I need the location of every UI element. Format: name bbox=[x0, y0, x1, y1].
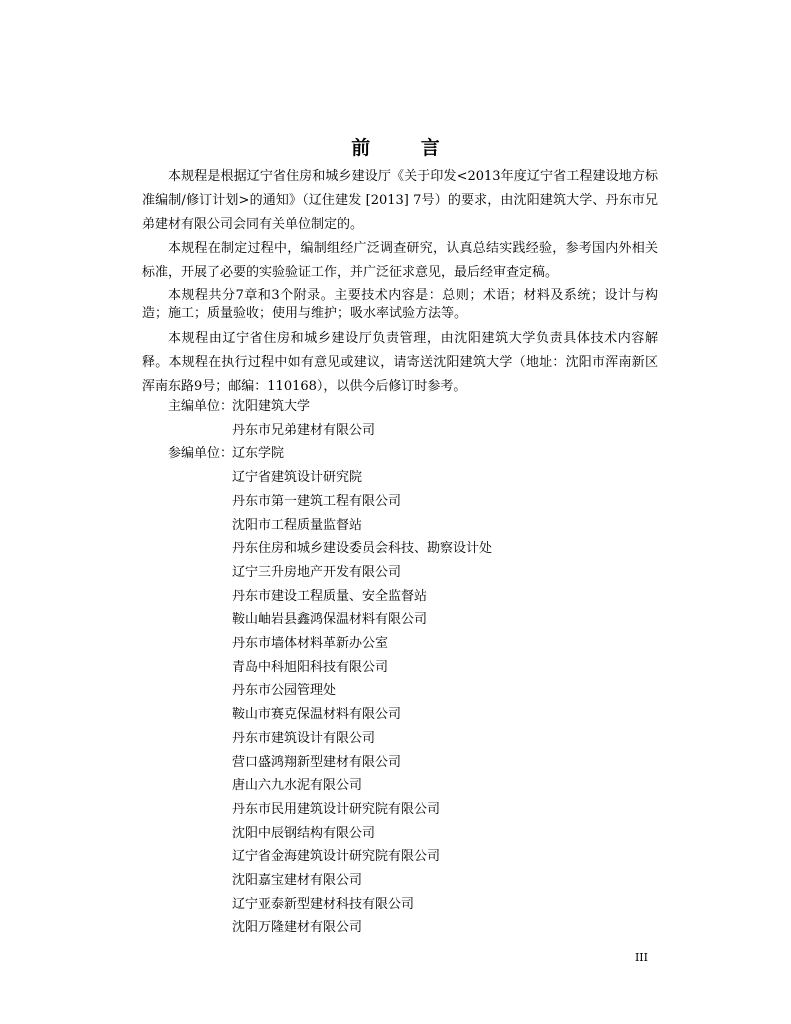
participating-unit-name: 丹东市公园管理处 bbox=[232, 683, 337, 699]
participating-unit-row bbox=[142, 774, 658, 798]
participating-unit-name: 丹东市建筑设计有限公司 bbox=[232, 730, 376, 746]
chief-units-label: 主编单位： bbox=[168, 399, 234, 414]
participating-unit-row bbox=[142, 490, 658, 514]
participating-unit-row bbox=[142, 727, 658, 751]
unit-label-spacer bbox=[142, 679, 232, 703]
unit-label-spacer bbox=[142, 585, 232, 609]
participating-unit-name: 青岛中科旭阳科技有限公司 bbox=[232, 659, 389, 675]
participating-unit-row bbox=[142, 656, 658, 680]
participating-unit-row bbox=[142, 869, 658, 893]
preface-paragraph-4: 本规程由辽宁省住房和城乡建设厅负责管理，由沈阳建筑大学负责具体技术内容解释。本规程在执行过程中如有意见或建议，请寄送沈阳建筑大学（地址：沈阳市浑南新区浑南东路9号；邮编：110168），以供今后修订时参考。 bbox=[142, 331, 658, 394]
participating-unit-row bbox=[142, 798, 658, 822]
preface-paragraph-3: 本规程共分7章和3个附录。主要技术内容是：总则；术语；材料及系统；设计与构造；施工；质量验收；使用与维护；吸水率试验方法等。 bbox=[142, 288, 658, 321]
participating-unit-row bbox=[142, 608, 658, 632]
participating-unit-name: 辽宁亚泰新型建材科技有限公司 bbox=[232, 896, 415, 912]
unit-label-spacer bbox=[142, 727, 232, 751]
participating-unit-name: 沈阳市工程质量监督站 bbox=[232, 517, 363, 533]
unit-label-spacer bbox=[142, 893, 232, 917]
unit-label-spacer bbox=[142, 537, 232, 561]
unit-label-spacer bbox=[142, 632, 232, 656]
participating-unit-name: 辽宁三升房地产开发有限公司 bbox=[232, 564, 402, 580]
chief-unit-row bbox=[142, 395, 658, 419]
participating-unit-row bbox=[142, 537, 658, 561]
participating-unit-name: 丹东市建设工程质量、安全监督站 bbox=[232, 588, 428, 604]
unit-label-spacer bbox=[142, 561, 232, 585]
participating-unit-row bbox=[142, 585, 658, 609]
unit-label-spacer bbox=[142, 490, 232, 514]
unit-label-spacer bbox=[142, 608, 232, 632]
participating-unit-row bbox=[142, 514, 658, 538]
unit-label-spacer bbox=[142, 798, 232, 822]
participating-unit-row bbox=[142, 679, 658, 703]
participating-unit-row bbox=[142, 632, 658, 656]
participating-unit-row bbox=[142, 442, 658, 466]
participating-unit-name: 辽宁省建筑设计研究院 bbox=[232, 470, 363, 486]
participating-unit-name: 辽宁省金海建筑设计研究院有限公司 bbox=[232, 849, 441, 865]
participating-unit-name: 丹东市墙体材料革新办公室 bbox=[232, 636, 389, 652]
participating-unit-name: 辽东学院 bbox=[232, 446, 285, 462]
participating-unit-name: 鞍山岫岩县鑫鸿保温材料有限公司 bbox=[232, 612, 428, 628]
unit-label-spacer bbox=[142, 916, 232, 940]
unit-label-spacer bbox=[142, 419, 232, 443]
participating-unit-row bbox=[142, 822, 658, 846]
preface-paragraph-2: 本规程在制定过程中，编制组经广泛调查研究，认真总结实践经验，参考国内外相关标准，开展了必要的实验验证工作，并广泛征求意见，最后经审查定稿。 bbox=[142, 241, 658, 280]
participating-unit-row bbox=[142, 751, 658, 775]
unit-label-spacer bbox=[142, 869, 232, 893]
chief-unit-row bbox=[142, 419, 658, 443]
participating-unit-row bbox=[142, 893, 658, 917]
preface-body bbox=[142, 165, 658, 399]
participating-unit-name: 丹东市第一建筑工程有限公司 bbox=[232, 493, 402, 509]
chief-unit-name: 沈阳建筑大学 bbox=[232, 399, 311, 414]
unit-label-spacer bbox=[142, 845, 232, 869]
chief-unit-name: 丹东市兄弟建材有限公司 bbox=[232, 422, 376, 438]
unit-label-spacer bbox=[142, 514, 232, 538]
participating-unit-row bbox=[142, 845, 658, 869]
page-title: 前 言 bbox=[351, 137, 462, 159]
participating-units-label: 参编单位： bbox=[168, 446, 234, 462]
participating-unit-row bbox=[142, 703, 658, 727]
participating-unit-row bbox=[142, 561, 658, 585]
preface-paragraph-1: 本规程是根据辽宁省住房和城乡建设厅《关于印发<2013年度辽宁省工程建设地方标准编制/修订计划>的通知》（辽住建发 [2013] 7号）的要求，由沈阳建筑大学、丹东市兄弟建材有限公司会同有关单位制定的。 bbox=[142, 169, 658, 232]
units-list bbox=[142, 395, 658, 940]
participating-unit-name: 营口盛鸿翔新型建材有限公司 bbox=[232, 754, 402, 770]
unit-label-spacer bbox=[142, 774, 232, 798]
participating-unit-name: 沈阳万隆建材有限公司 bbox=[232, 920, 363, 936]
page-number: III bbox=[634, 951, 648, 964]
participating-unit-row bbox=[142, 916, 658, 940]
unit-label-spacer bbox=[142, 466, 232, 490]
participating-unit-name: 丹东住房和城乡建设委员会科技、勘察设计处 bbox=[232, 541, 493, 557]
unit-label-spacer bbox=[142, 656, 232, 680]
unit-label-spacer bbox=[142, 751, 232, 775]
participating-unit-name: 鞍山市赛克保温材料有限公司 bbox=[232, 707, 402, 723]
participating-unit-name: 沈阳中辰钢结构有限公司 bbox=[232, 825, 376, 841]
unit-label-spacer bbox=[142, 703, 232, 727]
participating-unit-name: 唐山六九水泥有限公司 bbox=[232, 778, 363, 794]
participating-unit-name: 沈阳嘉宝建材有限公司 bbox=[232, 873, 363, 889]
participating-unit-name: 丹东市民用建筑设计研究院有限公司 bbox=[232, 801, 441, 817]
participating-unit-row bbox=[142, 466, 658, 490]
unit-label-spacer bbox=[142, 822, 232, 846]
